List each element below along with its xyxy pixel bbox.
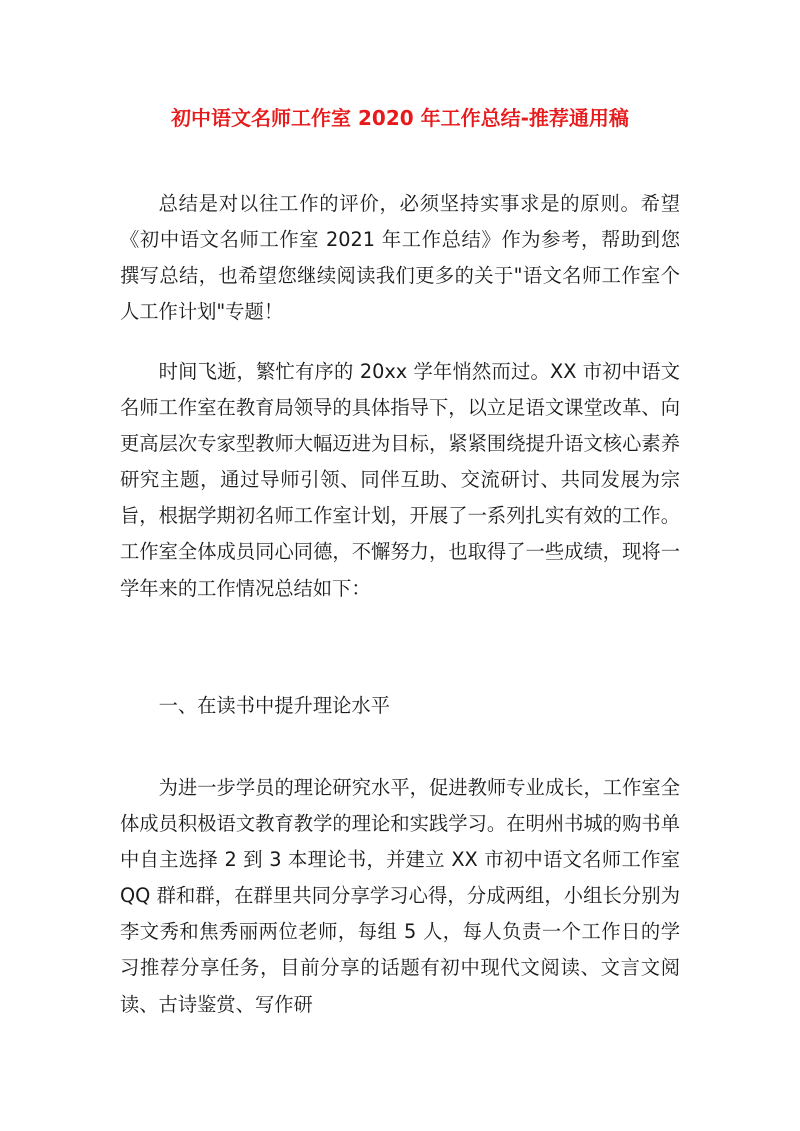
intro-paragraph: 总结是对以往工作的评价，必须坚持实事求是的原则。希望《初中语文名师工作室 2021 年工作总结》作为参考，帮助到您撰写总结，也希望您继续阅读我们更多的关于"语文名师工作室个人工作计划"专题！ (120, 192, 680, 324)
summary-paragraph: 时间飞逝，繁忙有序的 20xx 学年悄然而过。XX 市初中语文名师工作室在教育局领导的具体指导下，以立足语文课堂改革、向更高层次专家型教师大幅迈进为目标，紧紧围绕提升语文核心素养研究主题，通过导师引领、同伴互助、交流研讨、共同发展为宗旨，根据学期初名师工作室计划，开展了一系列扎实有效的工作。工作室全体成员同心同德，不懈努力，也取得了一些成绩，现将一学年来的工作情况总结如下： (120, 360, 680, 600)
section-one-paragraph: 为进一步学员的理论研究水平，促进教师专业成长，工作室全体成员积极语文教育教学的理论和实践学习。在明州书城的购书单中自主选择 2 到 3 本理论书，并建立 XX 市初中语文名师工作室 QQ 群和群，在群里共同分享学习心得，分成两组，小组长分别为李文秀和焦秀丽两位老师，每组 5 人，每人负责一个工作日的学习推荐分享任务，目前分享的话题有初中现代文阅读、文言文阅读、古诗鉴赏、写作研 (120, 776, 680, 1016)
document-title: 初中语文名师工作室 2020 年工作总结-推荐通用稿 (171, 106, 629, 130)
section-one-heading: 一、在读书中提升理论水平 (158, 694, 390, 717)
